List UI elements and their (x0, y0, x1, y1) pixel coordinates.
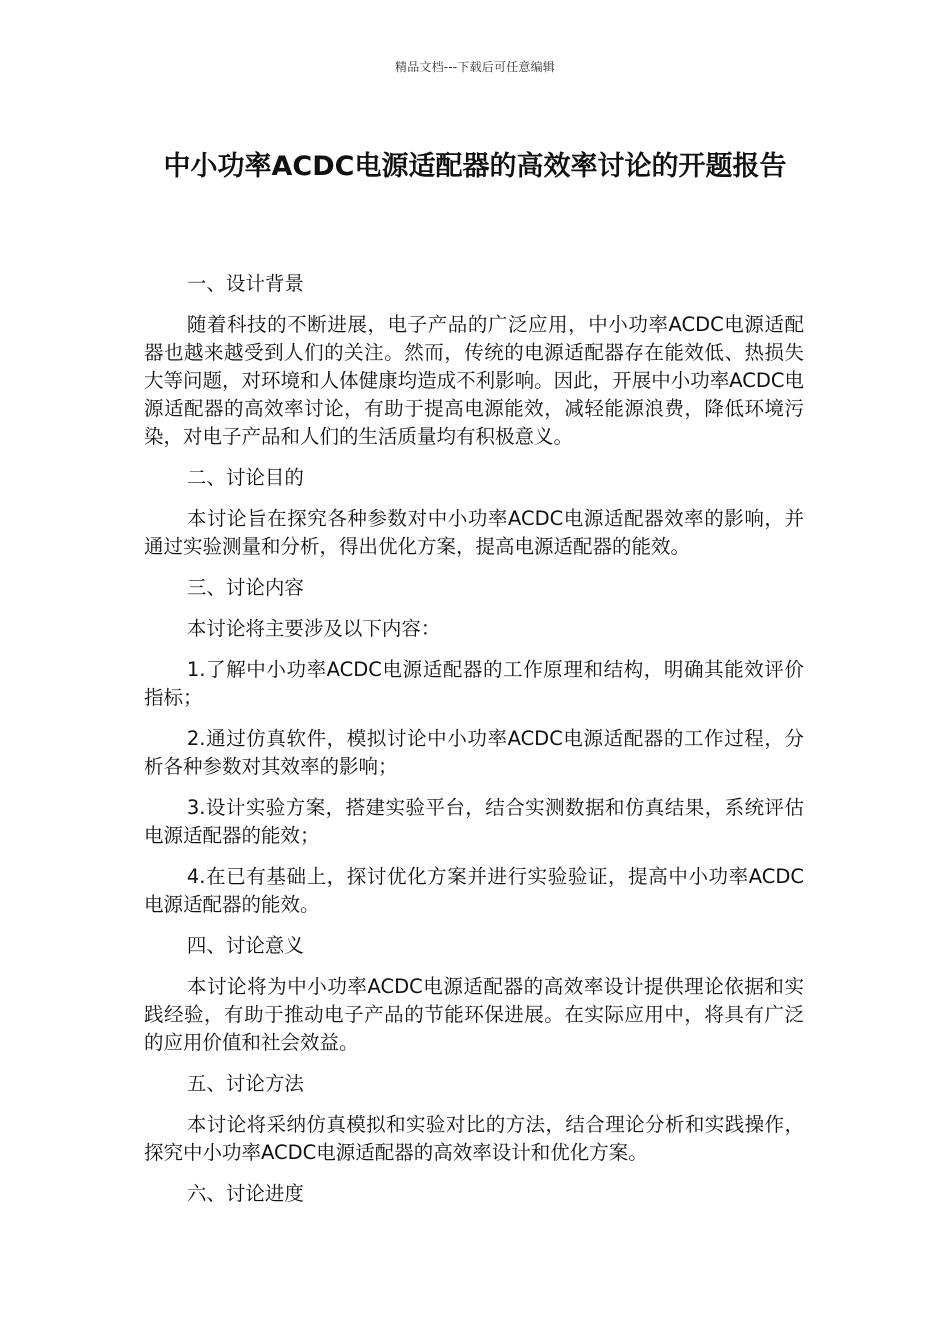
paragraph-background: 随着科技的不断进展，电子产品的广泛应用，中小功率ACDC电源适配器也越来越受到人们的关注。然而，传统的电源适配器存在能效低、热损失大等问题，对环境和人体健康均造成不利影响。因此，开展中小功率ACDC电源适配器的高效率讨论，有助于提高电源能效，减轻能源浪费，降低环境污染，对电子产品和人们的生活质量均有积极意义。 (144, 313, 804, 448)
paragraph-content-intro: 本讨论将主要涉及以下内容： (186, 617, 441, 640)
section-heading-progress: 六、讨论进度 (186, 1182, 304, 1205)
section-heading-method: 五、讨论方法 (186, 1072, 304, 1095)
document-title: 中小功率ACDC电源适配器的高效率讨论的开题报告 (163, 151, 787, 182)
paragraph-method: 本讨论将采纳仿真模拟和实验对比的方法，结合理论分析和实践操作，探究中小功率ACDC电源适配器的高效率设计和优化方案。 (144, 1113, 804, 1164)
list-item-content-4: 4.在已有基础上，探讨优化方案并进行实验验证，提高中小功率ACDC电源适配器的能效。 (144, 865, 804, 916)
section-heading-content: 三、讨论内容 (186, 576, 304, 599)
paragraph-significance: 本讨论将为中小功率ACDC电源适配器的高效率设计提供理论依据和实践经验，有助于推动电子产品的节能环保进展。在实际应用中，将具有广泛的应用价值和社会效益。 (144, 975, 804, 1054)
list-item-content-2: 2.通过仿真软件，模拟讨论中小功率ACDC电源适配器的工作过程，分析各种参数对其效率的影响； (144, 727, 804, 778)
section-heading-background: 一、设计背景 (186, 272, 304, 295)
section-heading-purpose: 二、讨论目的 (186, 466, 304, 489)
list-item-content-1: 1.了解中小功率ACDC电源适配器的工作原理和结构，明确其能效评价指标； (144, 658, 804, 709)
section-heading-significance: 四、讨论意义 (186, 934, 304, 957)
paragraph-purpose: 本讨论旨在探究各种参数对中小功率ACDC电源适配器效率的影响，并通过实验测量和分析，得出优化方案，提高电源适配器的能效。 (144, 507, 804, 558)
document-body (144, 270, 804, 1221)
list-item-content-3: 3.设计实验方案，搭建实验平台，结合实测数据和仿真结果，系统评估电源适配器的能效； (144, 796, 804, 847)
header-note: 精品文档---下载后可任意编辑 (395, 60, 555, 74)
